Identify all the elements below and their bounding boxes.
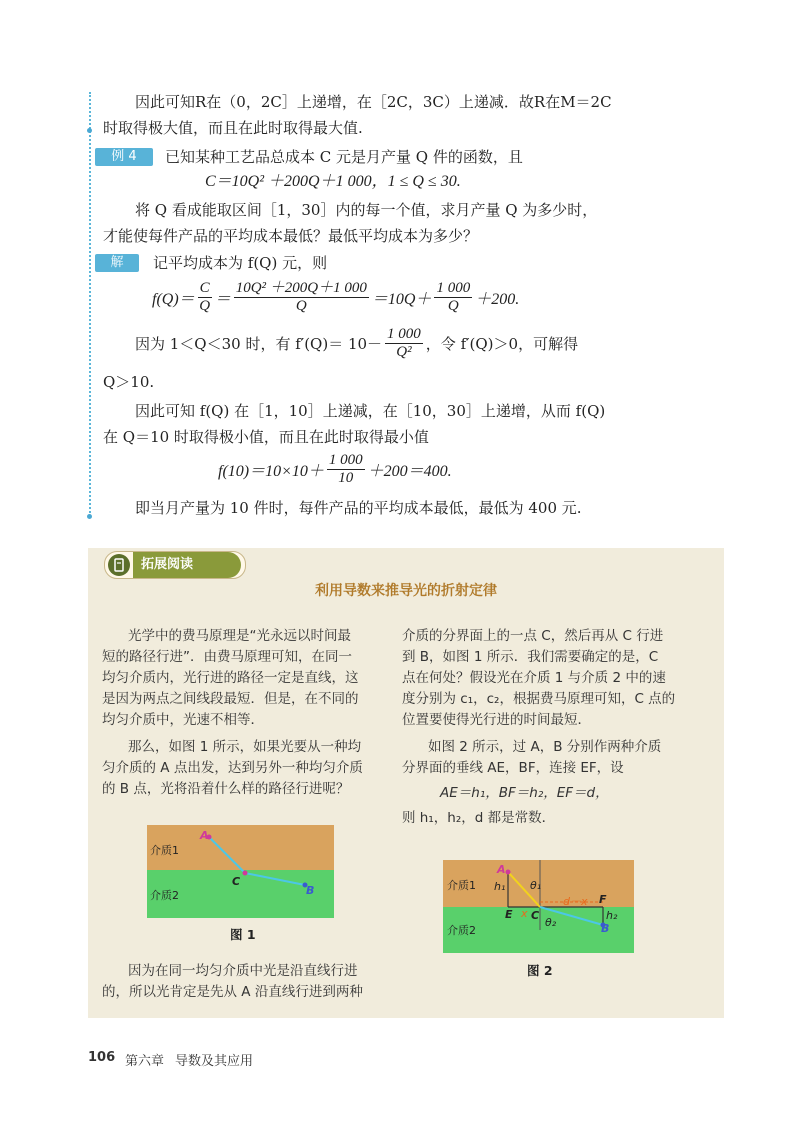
paragraph-line: 光学中的费马原理是“光永远以时间最: [128, 628, 351, 644]
text-line: 记平均成本为 f(Q) 元，则: [153, 254, 328, 272]
fraction-denominator: Q: [199, 298, 211, 314]
margin-rule: [89, 92, 93, 517]
book-icon: [108, 554, 130, 576]
solution-tag: 解: [95, 254, 139, 272]
paragraph-line: 度分别为 c₁，c₂，根据费马原理可知，C 点的: [402, 691, 676, 707]
paragraph-line: 如图 2 所示，过 A，B 分别作两种介质: [428, 739, 662, 755]
margin-dot: [87, 514, 92, 519]
text-line: 时取得极大值，而且在此时取得最大值.: [103, 119, 363, 137]
figure2-theta1: θ₁: [530, 879, 542, 892]
page-number: 106: [88, 1050, 116, 1065]
figure1-point-b: B: [306, 884, 315, 897]
paragraph-line: 的，所以光肯定是先从 A 沿直线行进到两种: [102, 984, 363, 1000]
reading-right-column: [402, 626, 712, 829]
formula-average-cost: [152, 280, 519, 315]
formula-part: f(10)＝10×10＋: [218, 463, 324, 480]
chapter-label: 第六章: [125, 1054, 165, 1069]
paragraph-line: 匀介质的 A 点出发，达到另外一种均匀介质: [102, 760, 363, 776]
figure2-h2: h₂: [606, 909, 618, 922]
fraction: [234, 280, 369, 315]
formula-part: ＋200＝400.: [367, 463, 452, 480]
scalloped-edge: [88, 1012, 724, 1024]
paragraph-line: 短的路径行进”．由费马原理可知，在同一: [102, 649, 352, 665]
figure2-theta2: θ₂: [545, 916, 557, 929]
fraction-denominator: Q: [447, 298, 459, 314]
figure1-point-c: C: [232, 875, 241, 888]
example-tag: 例 4: [95, 148, 153, 166]
fraction: [434, 280, 472, 315]
figure2-geometry: [443, 860, 634, 953]
fraction-numerator: 1 000: [328, 452, 363, 468]
figure2-caption: 图 2: [527, 963, 553, 978]
formula-part: f(Q)＝: [152, 291, 195, 308]
formula: C＝10Q² ＋200Q＋1 000，1 ≤ Q ≤ 30.: [205, 173, 461, 190]
fraction-numerator: 10Q² ＋200Q＋1 000: [235, 280, 367, 296]
figure2-h1: h₁: [494, 880, 506, 893]
paragraph-line: 分界面的垂线 AE，BF，连接 EF，设: [402, 760, 624, 776]
fraction: [327, 452, 365, 487]
formula-part: ＝: [214, 291, 231, 308]
fraction-denominator: 10: [338, 470, 354, 486]
paragraph-line: 介质的分界面上的一点 C，然后再从 C 行进: [402, 628, 664, 644]
text-line: 将 Q 看成能取区间［1，30］内的每一个值，求月产量 Q 为多少时，: [135, 201, 598, 219]
fraction: [198, 280, 212, 315]
figure2-medium1-label: 介质1: [447, 879, 476, 892]
figure1-light-path: [147, 825, 334, 918]
fraction-numerator: C: [199, 280, 210, 296]
paragraph-line: 均匀介质中，光速不相等．: [102, 712, 264, 728]
figure2-medium2-label: 介质2: [447, 924, 476, 937]
formula-part: ＝10Q＋: [371, 291, 432, 308]
reading-title: 利用导数来推导光的折射定律: [315, 583, 497, 599]
paragraph-line: 是因为两点之间线段最短．但是，在不同的: [102, 691, 359, 707]
reading-badge: [104, 551, 246, 579]
figure2-point-a: A: [497, 863, 506, 876]
reading-badge-label: 拓展阅读: [133, 552, 241, 578]
figure2-d-minus-x: d－x: [563, 895, 588, 908]
paragraph-line: 那么，如图 1 所示，如果光要从一种均: [128, 739, 362, 755]
fraction-numerator: 1 000: [387, 326, 421, 342]
text-part: 因为 1＜Q＜30 时，有 f′(Q)＝ 10－: [135, 335, 383, 353]
figure2-point-e: E: [505, 908, 513, 921]
text-line: 已知某种工艺品总成本 C 元是月产量 Q 件的函数，且: [165, 148, 523, 166]
formula-part: ＋200.: [475, 291, 520, 308]
paragraph-line: 点在何处？假设光在介质 1 与介质 2 中的速: [402, 670, 666, 686]
figure1-point-a: A: [200, 829, 209, 842]
text-line: 因此可知 f(Q) 在［1，10］上递减，在［10，30］上递增，从而 f(Q): [135, 402, 606, 420]
text-line: Q＞10.: [103, 373, 155, 391]
text-line: 即当月产量为 10 件时，每件产品的平均成本最低，最低为 400 元.: [135, 499, 582, 517]
paragraph-line: 则 h₁，h₂，d 都是常数．: [402, 810, 556, 826]
paragraph-line: 位置要使得光行进的时间最短．: [402, 712, 591, 728]
figure2-point-c: C: [531, 909, 540, 922]
figure1-caption: 图 1: [230, 927, 256, 942]
figure1-medium2-label: 介质2: [150, 889, 179, 902]
fraction-numerator: 1 000: [436, 280, 471, 296]
text-line: 才能使每件产品的平均成本最低？最低平均成本为多少？: [103, 227, 479, 245]
figure2-x: x: [521, 907, 528, 920]
paragraph-line: 因为在同一均匀介质中光是沿直线行进: [128, 963, 358, 979]
paragraph-line: 的 B 点，光将沿着什么样的路径行进呢？: [102, 781, 350, 797]
text-line: 因此可知R在（0，2C］上递增，在［2C，3C）上递减．故R在M＝2C: [135, 93, 612, 111]
reading-left-column-end: [102, 961, 402, 1003]
text-part: ，令 f′(Q)＞0，可解得: [425, 335, 579, 353]
fraction-denominator: Q²: [396, 344, 412, 360]
chapter-title: 导数及其应用: [175, 1054, 254, 1069]
figure1-medium1-label: 介质1: [150, 844, 179, 857]
margin-dot: [87, 128, 92, 133]
fraction-denominator: Q: [295, 298, 307, 314]
derivative-line: [135, 326, 578, 361]
text-line: 在 Q＝10 时取得极小值，而且在此时取得最小值: [103, 428, 429, 446]
formula-minimum: [218, 452, 452, 487]
figure2-point-b: B: [601, 922, 610, 935]
fraction: [385, 326, 423, 361]
reading-left-column: [102, 626, 402, 800]
equation-line: AE＝h₁，BF＝h₂，EF＝d，: [440, 785, 609, 801]
figure2-point-f: F: [599, 893, 607, 906]
paragraph-line: 到 B，如图 1 所示．我们需要确定的是，C: [402, 649, 659, 665]
paragraph-line: 均匀介质内，光行进的路径一定是直线，这: [102, 670, 359, 686]
